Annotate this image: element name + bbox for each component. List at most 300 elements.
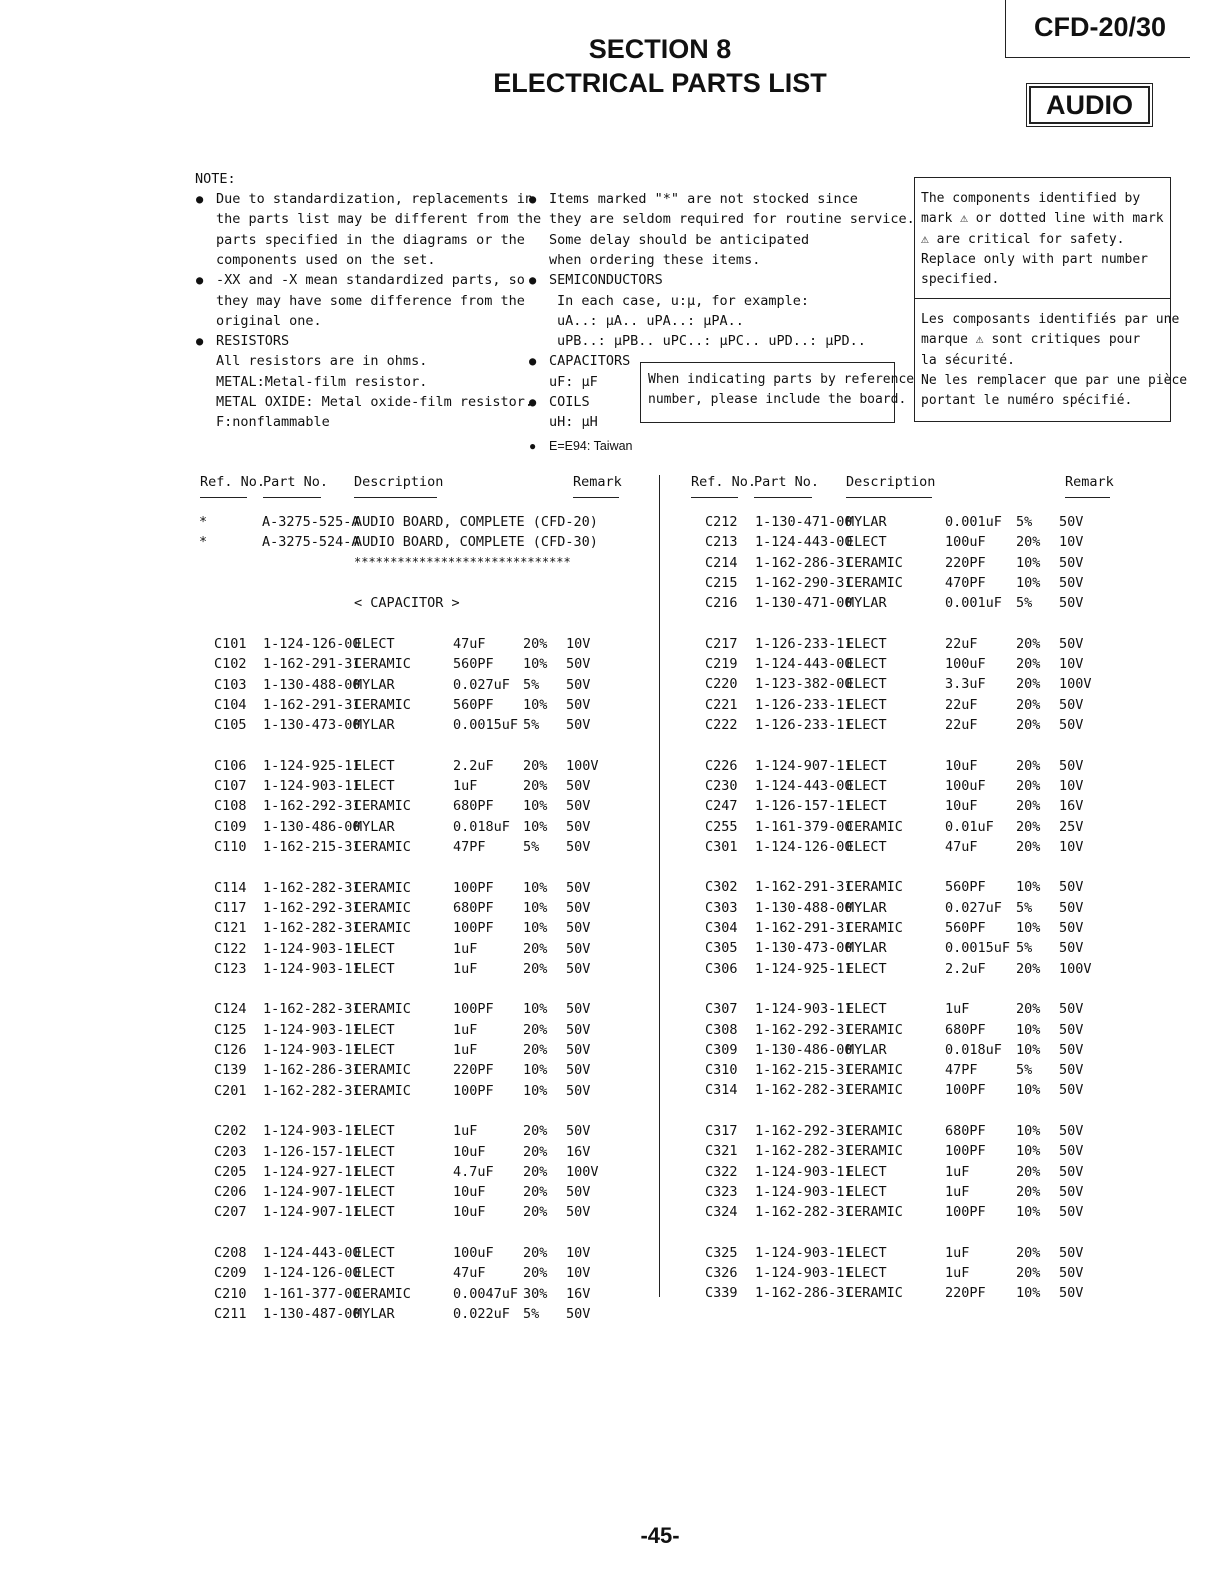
table-row	[0, 1162, 1223, 1182]
table-row	[0, 573, 1223, 593]
value: 0.022uF	[453, 1305, 510, 1322]
ref-no: C207	[214, 1204, 247, 1221]
table-row	[0, 918, 1223, 938]
part-number: 1-123-382-00	[755, 676, 853, 693]
value: 0.01uF	[945, 818, 994, 835]
note-line: METAL OXIDE: Metal oxide-film resistor.	[216, 394, 533, 410]
voltage: 50V	[1059, 940, 1084, 957]
voltage: 10V	[566, 636, 591, 652]
table-row	[0, 512, 1223, 532]
voltage: 100V	[1059, 960, 1092, 977]
part-number: 1-124-903-11	[263, 778, 361, 795]
tolerance: 20%	[523, 1245, 548, 1261]
ref-no: C307	[705, 1001, 738, 1018]
table-row	[0, 1121, 1223, 1141]
ref-no: C206	[214, 1184, 247, 1201]
voltage: 50V	[1059, 696, 1084, 713]
voltage: 50V	[566, 778, 591, 795]
type: CERAMIC	[354, 798, 411, 815]
tolerance: 20%	[1016, 1163, 1041, 1180]
voltage: 50V	[566, 1123, 591, 1140]
voltage: 50V	[1059, 595, 1084, 612]
value: 47uF	[945, 838, 978, 855]
part-number: 1-162-286-31	[755, 1285, 853, 1302]
ref-no: C304	[705, 920, 738, 936]
type: CERAMIC	[846, 1143, 903, 1160]
type: ELECT	[354, 940, 395, 957]
ref-no: C107	[214, 778, 247, 795]
ref-no: C203	[214, 1143, 247, 1160]
type: ELECT	[846, 635, 887, 652]
ref-no: C314	[705, 1082, 738, 1099]
type: ELECT	[846, 1001, 887, 1018]
part-number: 1-162-282-31	[263, 879, 361, 896]
note-line: uA..: μA.. uPA..: μPA..	[557, 312, 744, 329]
type: CERAMIC	[354, 1062, 411, 1079]
voltage: 10V	[566, 1245, 591, 1261]
ref-no: C310	[705, 1062, 738, 1079]
type: CERAMIC	[354, 920, 411, 937]
tolerance: 20%	[523, 1123, 548, 1140]
ref-no: C220	[705, 676, 738, 693]
type: MYLAR	[354, 818, 395, 835]
type: CERAMIC	[846, 1204, 903, 1221]
type: ELECT	[846, 798, 887, 815]
ref-no: C326	[705, 1265, 738, 1282]
part-number: 1-162-291-31	[263, 656, 361, 673]
table-row	[0, 756, 1223, 776]
type: CERAMIC	[846, 554, 903, 571]
part-number: 1-124-443-00	[755, 534, 853, 551]
ref-no: C302	[705, 879, 738, 896]
part-number: 1-124-903-11	[263, 1123, 361, 1140]
ref-no: C221	[705, 696, 738, 713]
tolerance: 20%	[1016, 838, 1041, 855]
ref-no: C104	[214, 696, 247, 713]
safety-line: The components identified by	[921, 191, 1141, 206]
tolerance: 5%	[1016, 514, 1033, 530]
part-number: 1-130-488-00	[263, 676, 361, 693]
note-line: uH: μH	[549, 414, 598, 431]
type: CERAMIC	[354, 1285, 411, 1302]
type: ELECT	[846, 696, 887, 713]
tolerance: 10%	[523, 818, 548, 835]
value: 100uF	[945, 534, 986, 551]
ref-no: C322	[705, 1163, 738, 1180]
part-number: 1-162-292-31	[263, 899, 361, 916]
tolerance: 10%	[1016, 1285, 1041, 1302]
type: CERAMIC	[354, 899, 411, 916]
header-remark: Remark	[573, 474, 622, 490]
part-number: 1-162-292-31	[755, 1021, 853, 1038]
tolerance: 5%	[1016, 1062, 1033, 1079]
part-number: 1-162-286-31	[263, 1062, 361, 1079]
part-number: 1-130-486-00	[755, 1041, 853, 1058]
voltage: 10V	[1059, 777, 1084, 794]
header-part-no: Part No.	[754, 474, 820, 490]
part-number: 1-124-126-00	[263, 636, 361, 652]
tolerance: 20%	[1016, 960, 1041, 977]
type: MYLAR	[354, 1305, 395, 1322]
header-description: Description	[354, 474, 444, 490]
value: 10uF	[945, 798, 978, 815]
type: ELECT	[354, 778, 395, 795]
voltage: 16V	[566, 1143, 591, 1160]
table-row	[0, 674, 1223, 694]
tolerance: 10%	[523, 899, 548, 916]
value: 0.0015uF	[945, 940, 1011, 957]
type: MYLAR	[846, 899, 887, 916]
tolerance: 20%	[523, 1265, 548, 1282]
value: 560PF	[453, 696, 494, 713]
asterisk-line: ******************************	[354, 555, 571, 569]
right-column-headers	[0, 472, 1223, 492]
tolerance: 5%	[523, 1305, 540, 1322]
tolerance: 20%	[523, 1021, 548, 1038]
type: ELECT	[354, 1021, 395, 1038]
table-row	[0, 1182, 1223, 1202]
model-number: CFD-20/30	[1034, 12, 1167, 42]
note-line: METAL:Metal-film resistor.	[216, 373, 428, 390]
ref-no: C122	[214, 940, 247, 957]
value: 220PF	[945, 1285, 986, 1302]
safety-line: marque ⚠ sont critiques pour	[921, 332, 1141, 348]
table-row	[0, 938, 1223, 958]
value: 10uF	[945, 757, 978, 774]
ref-no: C102	[214, 656, 247, 673]
part-number: 1-130-487-00	[263, 1305, 361, 1322]
part-number: 1-130-473-00	[263, 717, 361, 734]
value: 680PF	[453, 798, 494, 815]
type: CERAMIC	[354, 656, 411, 673]
type: MYLAR	[354, 717, 395, 734]
tolerance: 5%	[1016, 899, 1033, 916]
value: 1uF	[453, 1123, 478, 1140]
value: 100PF	[945, 1082, 986, 1099]
voltage: 50V	[1059, 717, 1084, 733]
part-number: 1-162-282-31	[263, 1001, 361, 1018]
ref-no: C230	[705, 777, 738, 794]
voltage: 50V	[566, 920, 591, 937]
part-number: 1-130-471-00	[755, 595, 853, 612]
type: ELECT	[846, 1163, 887, 1180]
note-line: ● Due to standardization, replacements in	[216, 189, 533, 209]
ref-no: C108	[214, 798, 247, 815]
ref-no: C202	[214, 1123, 247, 1140]
tolerance: 5%	[523, 676, 540, 693]
note-line: uPB..: μPB.. uPC..: μPC.. uPD..: μPD..	[557, 333, 866, 350]
note-line: they may have some difference from the	[216, 292, 525, 309]
category-badge	[1029, 86, 1150, 124]
value: 100uF	[453, 1245, 494, 1261]
type: ELECT	[354, 1163, 395, 1180]
value: 470PF	[945, 574, 986, 591]
table-row	[0, 553, 1223, 573]
value: 0.018uF	[453, 818, 510, 835]
header-ref-no: Ref. No.	[200, 474, 266, 490]
value: 47PF	[453, 839, 486, 855]
ref-no: C121	[214, 920, 247, 937]
part-number: 1-126-233-11	[755, 696, 853, 713]
tolerance: 10%	[523, 1001, 548, 1018]
ref-no: C301	[705, 838, 738, 855]
part-number: A-3275-524-A	[262, 534, 360, 550]
voltage: 50V	[566, 839, 591, 855]
part-number: 1-162-282-31	[755, 1082, 853, 1099]
part-number: 1-162-291-31	[755, 920, 853, 936]
stock-mark: *	[199, 514, 208, 530]
voltage: 50V	[1059, 1244, 1084, 1261]
type: ELECT	[846, 1265, 887, 1282]
part-number: 1-162-291-31	[263, 696, 361, 713]
type: CERAMIC	[846, 1021, 903, 1038]
capacitor-heading-text: < CAPACITOR >	[354, 595, 460, 611]
type: ELECT	[354, 757, 395, 774]
part-number: 1-124-903-11	[755, 1163, 853, 1180]
safety-line: mark ⚠ or dotted line with mark	[921, 211, 1164, 227]
value: 47uF	[453, 1265, 486, 1282]
voltage: 50V	[566, 1062, 591, 1079]
header-remark: Remark	[1065, 474, 1114, 490]
value: 220PF	[945, 554, 986, 571]
table-row	[0, 959, 1223, 979]
type: ELECT	[846, 757, 887, 774]
tolerance: 20%	[1016, 717, 1041, 733]
safety-line: portant le numéro spécifié.	[921, 393, 1133, 409]
safety-line: ⚠ are critical for safety.	[921, 231, 1125, 247]
table-row	[0, 1283, 1223, 1303]
ref-no: C106	[214, 757, 247, 774]
note-line: components used on the set.	[216, 251, 436, 268]
ref-no: C339	[705, 1285, 738, 1302]
part-number: 1-130-488-00	[755, 899, 853, 916]
value: 560PF	[945, 920, 986, 936]
type: CERAMIC	[354, 839, 411, 855]
tolerance: 20%	[523, 1204, 548, 1221]
ref-no: C303	[705, 899, 738, 916]
part-number: 1-162-282-31	[263, 920, 361, 937]
tolerance: 20%	[1016, 1001, 1041, 1018]
tolerance: 10%	[1016, 574, 1041, 591]
value: 0.001uF	[945, 595, 1002, 612]
tolerance: 10%	[1016, 1021, 1041, 1038]
tolerance: 20%	[523, 1184, 548, 1201]
value: 100PF	[453, 879, 494, 896]
description: AUDIO BOARD, COMPLETE (CFD-20)	[354, 514, 598, 530]
voltage: 50V	[1059, 1041, 1084, 1058]
value: 1uF	[945, 1244, 970, 1261]
table-row	[0, 898, 1223, 918]
type: ELECT	[846, 1183, 887, 1200]
value: 220PF	[453, 1062, 494, 1079]
voltage: 50V	[1059, 514, 1084, 530]
part-number: 1-124-903-11	[755, 1183, 853, 1200]
tolerance: 10%	[1016, 554, 1041, 571]
table-row	[0, 999, 1223, 1019]
tolerance: 5%	[1016, 940, 1033, 957]
ref-no: C217	[705, 635, 738, 652]
tolerance: 10%	[1016, 1041, 1041, 1058]
voltage: 50V	[1059, 1265, 1084, 1282]
type: MYLAR	[354, 676, 395, 693]
tolerance: 20%	[523, 940, 548, 957]
table-row	[0, 1040, 1223, 1060]
tolerance: 20%	[1016, 1183, 1041, 1200]
tolerance: 10%	[1016, 879, 1041, 896]
ref-no: C103	[214, 676, 247, 693]
voltage: 50V	[566, 818, 591, 835]
tolerance: 10%	[523, 656, 548, 673]
type: ELECT	[354, 636, 395, 652]
tolerance: 20%	[1016, 798, 1041, 815]
tolerance: 10%	[523, 920, 548, 937]
type: ELECT	[354, 1143, 395, 1160]
section-title: ELECTRICAL PARTS LIST	[493, 68, 827, 98]
table-row	[0, 1243, 1223, 1263]
value: 100uF	[945, 777, 986, 794]
voltage: 50V	[1059, 1062, 1084, 1079]
type: ELECT	[846, 676, 887, 693]
safety-line: specified.	[921, 272, 1000, 288]
ref-no: C317	[705, 1123, 738, 1139]
part-number: 1-124-903-11	[755, 1001, 853, 1018]
part-number: 1-124-903-11	[263, 940, 361, 957]
value: 0.001uF	[945, 514, 1002, 530]
type: ELECT	[846, 960, 887, 977]
voltage: 50V	[1059, 635, 1084, 652]
part-number: 1-130-486-00	[263, 818, 361, 835]
tolerance: 5%	[1016, 595, 1033, 612]
voltage: 100V	[566, 757, 599, 774]
note-line: ● -XX and -X mean standardized parts, so	[216, 270, 525, 290]
note-line: Some delay should be anticipated	[549, 231, 810, 248]
table-row	[0, 532, 1223, 552]
tolerance: 20%	[1016, 656, 1041, 673]
type: MYLAR	[846, 940, 887, 957]
part-number: 1-162-282-31	[263, 1082, 361, 1099]
type: ELECT	[354, 1245, 395, 1261]
tolerance: 20%	[1016, 757, 1041, 774]
ref-no: C125	[214, 1021, 247, 1038]
ref-no: C201	[214, 1082, 247, 1099]
part-number: 1-162-282-31	[755, 1143, 853, 1160]
table-row	[0, 796, 1223, 816]
value: 0.027uF	[945, 899, 1002, 916]
voltage: 50V	[1059, 574, 1084, 591]
ref-no: C105	[214, 717, 247, 734]
voltage: 50V	[566, 1021, 591, 1038]
ref-no: C208	[214, 1245, 247, 1261]
value: 560PF	[453, 656, 494, 673]
value: 2.2uF	[945, 960, 986, 977]
tolerance: 20%	[523, 757, 548, 774]
voltage: 10V	[566, 1265, 591, 1282]
value: 1uF	[945, 1163, 970, 1180]
tolerance: 20%	[1016, 534, 1041, 551]
note-line: ● RESISTORS	[216, 331, 289, 351]
category-label: AUDIO	[1046, 90, 1133, 120]
value: 1uF	[945, 1001, 970, 1018]
part-number: 1-126-233-11	[755, 717, 853, 733]
voltage: 50V	[566, 1305, 591, 1322]
voltage: 50V	[1059, 1183, 1084, 1200]
part-number: 1-161-379-00	[755, 818, 853, 835]
value: 47PF	[945, 1062, 978, 1079]
type: CERAMIC	[846, 1082, 903, 1099]
voltage: 50V	[566, 656, 591, 673]
value: 0.018uF	[945, 1041, 1002, 1058]
type: CERAMIC	[354, 879, 411, 896]
table-row	[0, 1263, 1223, 1283]
tolerance: 10%	[523, 696, 548, 713]
voltage: 50V	[566, 717, 591, 734]
voltage: 50V	[1059, 1204, 1084, 1221]
ref-no: C305	[705, 940, 738, 957]
tolerance: 10%	[1016, 1143, 1041, 1160]
type: CERAMIC	[846, 879, 903, 896]
table-row	[0, 654, 1223, 674]
voltage: 25V	[1059, 818, 1084, 835]
type: CERAMIC	[846, 818, 903, 835]
part-number: 1-162-291-31	[755, 879, 853, 896]
value: 22uF	[945, 696, 978, 713]
part-number: A-3275-525-A	[262, 514, 360, 530]
note-line: the parts list may be different from the	[216, 211, 542, 228]
type: ELECT	[846, 1244, 887, 1261]
value: 100PF	[453, 920, 494, 937]
ref-no: C323	[705, 1183, 738, 1200]
type: ELECT	[354, 1042, 395, 1058]
safety-line: la sécurité.	[921, 352, 1015, 368]
value: 47uF	[453, 636, 486, 652]
voltage: 50V	[566, 798, 591, 815]
type: ELECT	[846, 838, 887, 855]
value: 2.2uF	[453, 757, 494, 774]
voltage: 50V	[566, 1082, 591, 1099]
voltage: 100V	[1059, 676, 1092, 693]
type: ELECT	[846, 534, 887, 551]
type: MYLAR	[846, 1041, 887, 1058]
type: CERAMIC	[354, 1001, 411, 1018]
type: CERAMIC	[846, 920, 903, 936]
ref-no: C101	[214, 636, 247, 652]
ref-no: C124	[214, 1001, 247, 1018]
tolerance: 20%	[1016, 676, 1041, 693]
tolerance: 10%	[1016, 1123, 1041, 1139]
ref-no: C205	[214, 1163, 247, 1180]
tolerance: 20%	[1016, 635, 1041, 652]
ref-no: C247	[705, 798, 738, 815]
voltage: 50V	[1059, 1163, 1084, 1180]
type: ELECT	[354, 1204, 395, 1221]
voltage: 50V	[1059, 1285, 1084, 1302]
voltage: 50V	[566, 899, 591, 916]
ref-no: C110	[214, 839, 247, 855]
tolerance: 20%	[523, 1143, 548, 1160]
tolerance: 20%	[1016, 696, 1041, 713]
value: 1uF	[453, 960, 478, 977]
tolerance: 5%	[523, 717, 540, 734]
voltage: 50V	[566, 1001, 591, 1018]
type: ELECT	[354, 1184, 395, 1201]
voltage: 50V	[1059, 920, 1084, 936]
table-row	[0, 1080, 1223, 1100]
tolerance: 20%	[1016, 1265, 1041, 1282]
value: 1uF	[453, 1042, 478, 1058]
voltage: 50V	[566, 940, 591, 957]
note-line: In each case, u:μ, for example:	[557, 292, 809, 309]
table-row	[0, 1304, 1223, 1324]
